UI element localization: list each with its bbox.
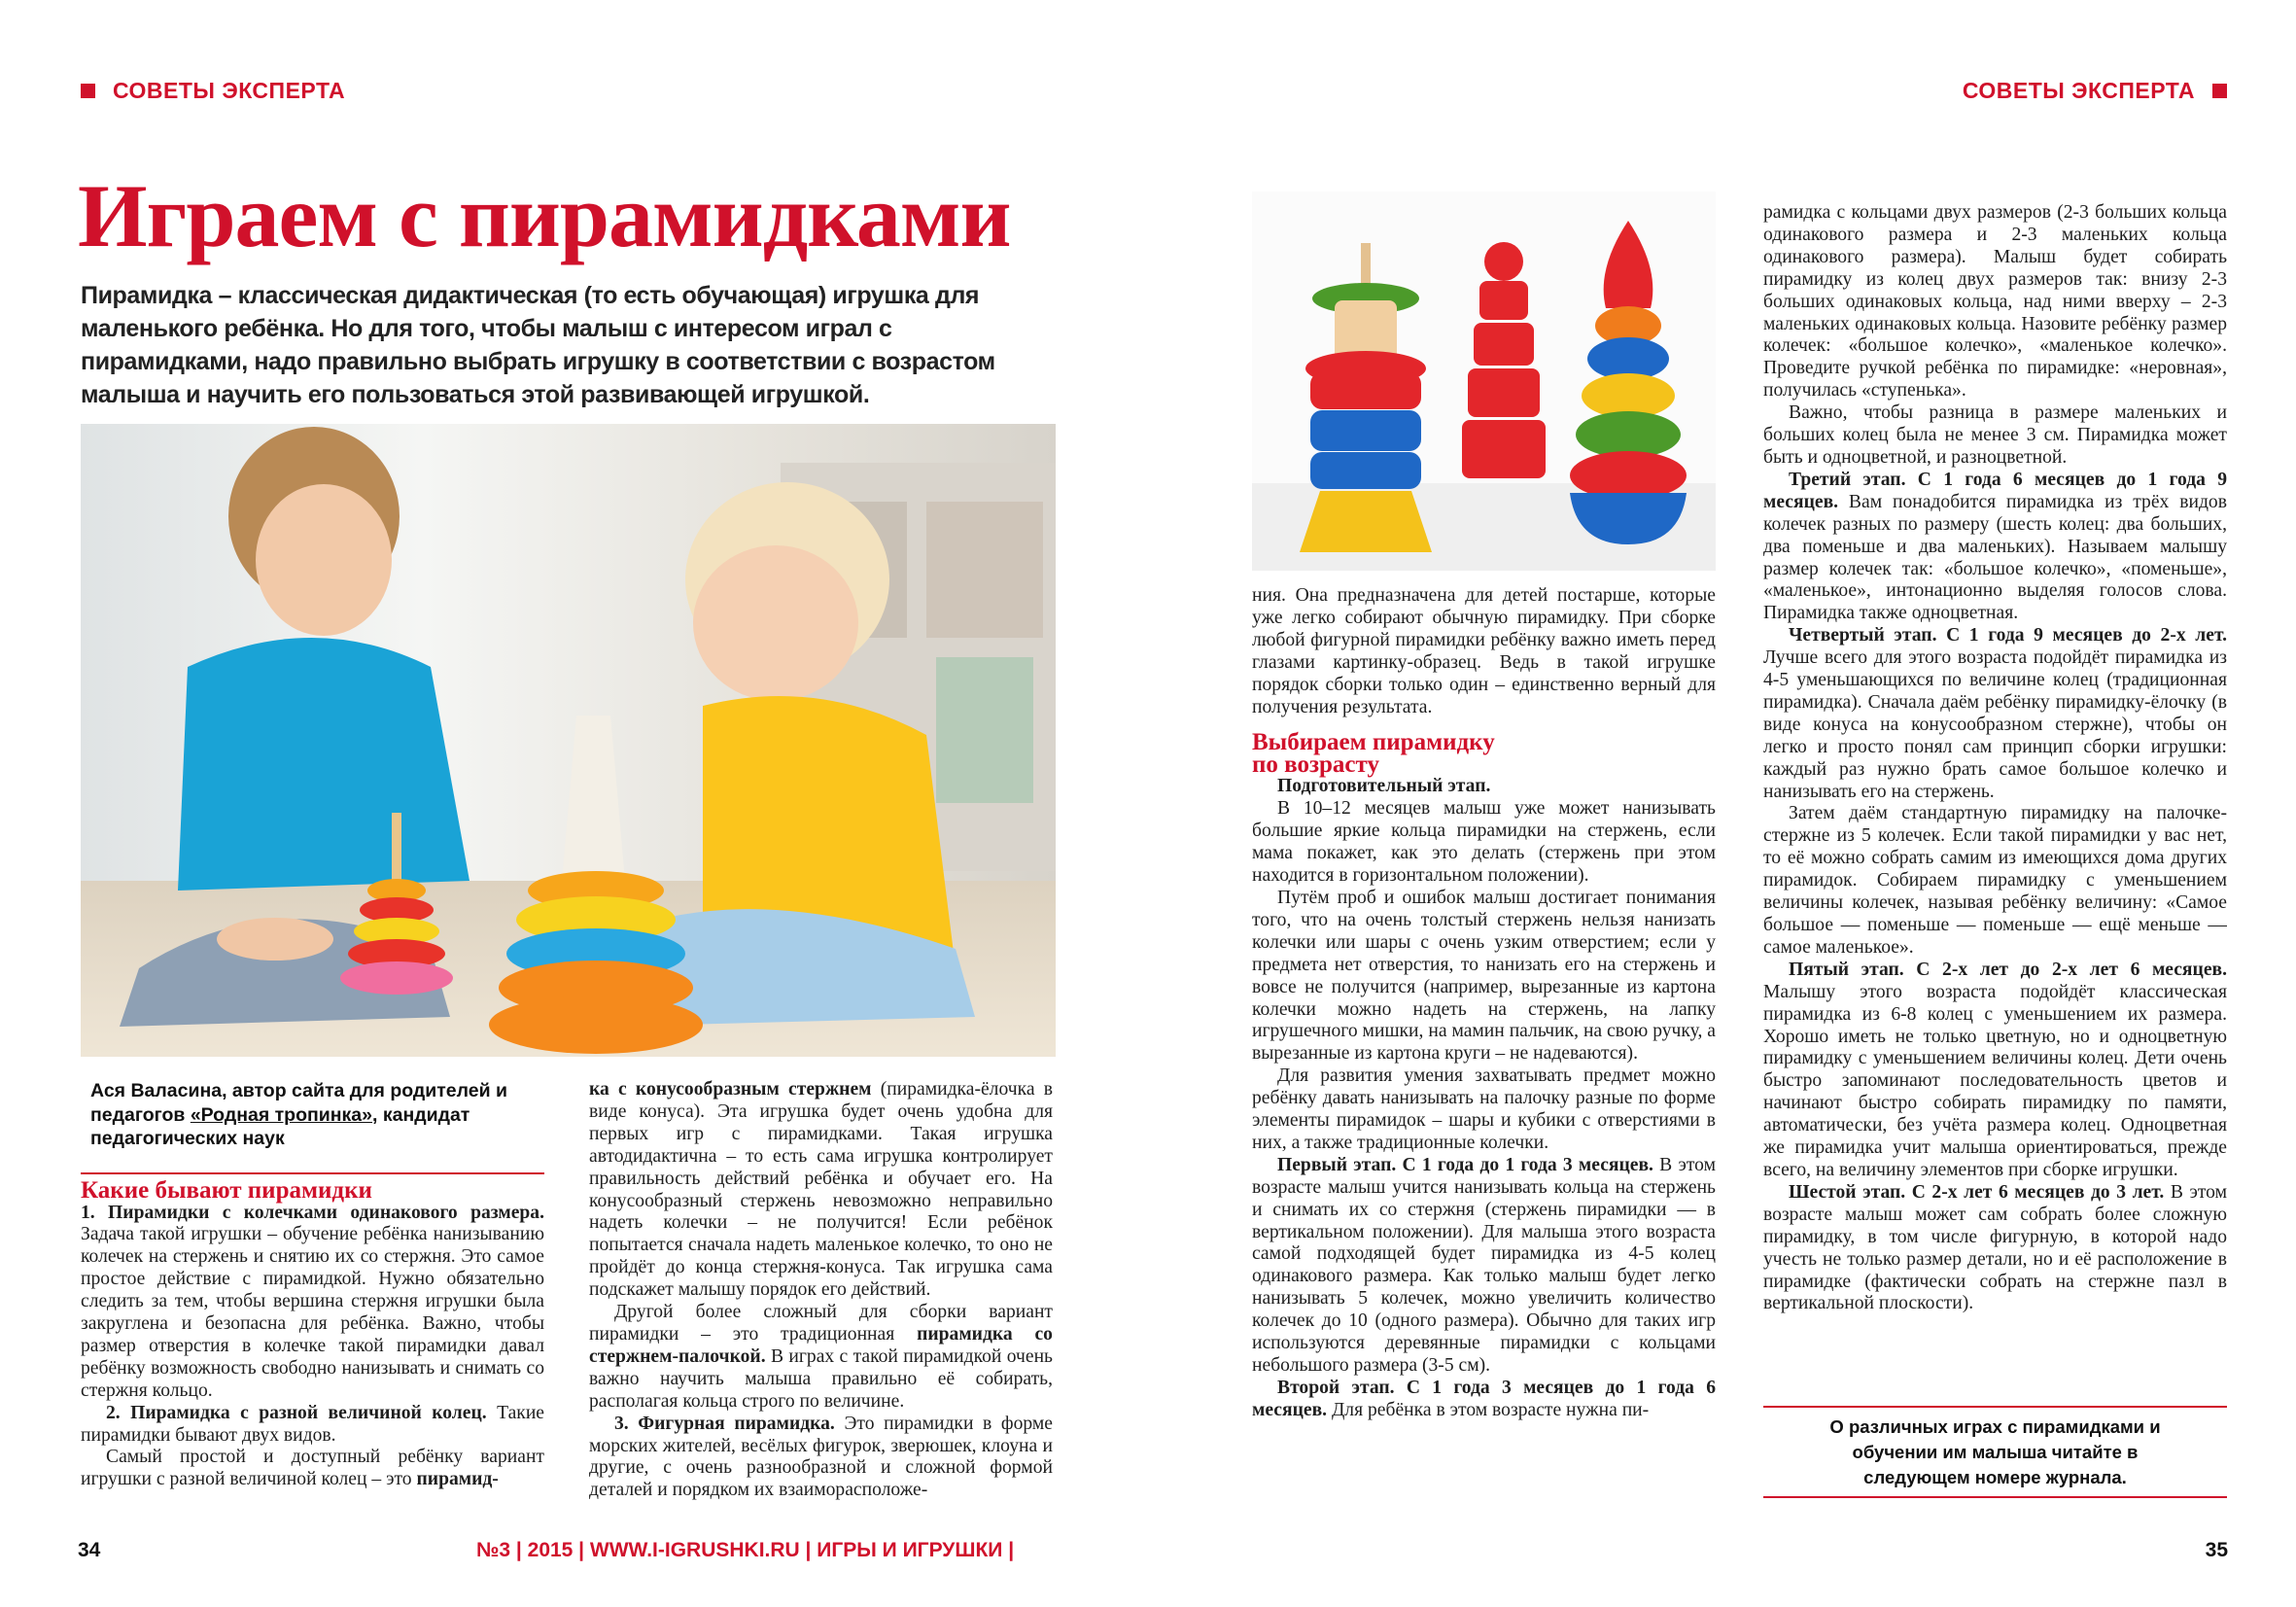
text-column-2 xyxy=(589,1079,1053,1516)
text-run: В 10–12 месяцев малыш уже может нанизывать большие яркие кольца пирамидки на стержень, если мама покажет, как это делать (стержень при этом находится в горизонтальном положении). xyxy=(1252,798,1716,887)
bold-lead: 2. Пирамидка с разной величиной колец. xyxy=(106,1402,487,1423)
text-column-1 xyxy=(81,1180,544,1516)
author-title: , кандидат педагогических наук xyxy=(90,1103,470,1149)
bold-lead: Шестой этап. С 2-х лет 6 месяцев до 3 лет. xyxy=(1789,1181,2165,1203)
author-name: Ася Валасина, автор сайта для родителей и педагогов xyxy=(90,1080,508,1126)
masthead: №3 | 2015 | WWW.I-IGRUSHKI.RU | ИГРЫ И ИГРУШКИ | xyxy=(476,1539,1015,1561)
text-run: Малышу этого возраста подойдёт классическая пирамидка из 6-8 колец с уменьшением их размера. Хорошо иметь не только цветную, но и одноцветную пирамидку с уменьшением величины колец. Дети очень быстро запоминают последовательность цветов и начинают быстро собирать пирамидку по памяти, автоматически, без учёта размера колец. Одноцветная же пирамидка учит малыша ориентироваться, прежде всего, на величину элементов при сборке игрушки. xyxy=(1763,981,2227,1180)
bold-lead: Пятый этап. С 2-х лет до 2-х лет 6 месяцев. xyxy=(1789,959,2227,980)
rubric-label: СОВЕТЫ ЭКСПЕРТА xyxy=(113,78,346,103)
text-run: Важно, чтобы разница в размере маленьких и больших колец была не менее 3 см. Пирамидка может быть и одноцветной, и разноцветной. xyxy=(1763,402,2227,468)
paragraph xyxy=(589,1414,1053,1503)
text-run: Такие пирамидки бывают двух видов. xyxy=(81,1402,544,1446)
red-square-icon xyxy=(81,84,95,98)
bold-lead: ка с конусообразным стержнем xyxy=(589,1079,872,1100)
text-run: по возрасту xyxy=(1252,751,1379,778)
text-run: Это пирамидки в форме морских жителей, весёлых фигурок, зверюшек, клоуна и другие, с очень разнообразной и сложной формой деталей и порядком их взаиморасположе- xyxy=(589,1413,1053,1501)
page-number-left: 34 xyxy=(78,1539,101,1561)
paragraph xyxy=(1252,776,1716,798)
text-run: ния. Она предназначена для детей постарше, которые уже легко собирают обычную пирамидку. При сборке любой фигурной пирамидки ребёнку важно иметь перед глазами картинку-образец. Ведь в такой игрушке порядок сборки только один – единственно верный для получения результата. xyxy=(1252,585,1716,717)
text-run: Задача такой игрушки – обучение ребёнка нанизыванию колечек на стержень и снятию их со стержня. Это самое простое действие с пирамидкой. Нужно обязательно следить за тем, чтобы вершина стержня игрушки была закруглена и безопасна для ребёнка. Важно, чтобы размер отверстия в колечке такой пирамидки давал ребёнку возможность свободно нанизывать и снимать со стержня кольцо. xyxy=(81,1224,544,1401)
paragraph xyxy=(1252,585,1716,718)
paragraph xyxy=(1252,1378,1716,1422)
rubric-left xyxy=(81,78,345,104)
article-title: Играем с пирамидками xyxy=(78,166,1011,265)
text-column-3 xyxy=(1252,585,1716,1516)
next-issue-note: О различных играх с пирамидками и обучении им малыша читайте в следующем номере журнала. xyxy=(1763,1406,2227,1498)
rubric-right xyxy=(1963,78,2227,104)
bold-lead: Второй этап. С 1 года 3 месяцев до 1 года 6 месяцев. xyxy=(1252,1377,1716,1420)
paragraph xyxy=(1252,888,1716,1066)
bold-lead: Первый этап. С 1 года до 1 года 3 месяцев. xyxy=(1277,1154,1653,1175)
pyramids-photo xyxy=(1252,192,1716,571)
site-link[interactable]: «Родная тропинка» xyxy=(190,1103,372,1126)
text-run: Путём проб и ошибок малыш достигает понимания того, что на очень толстый стержень нельзя нанизать колечки или шары с очень узким отверстием; если у предмета нет отверстия, то нанизать его на стержень и вовсе не получится (например, вырезанные из картона колечки можно надеть на стержень, на лапку игрушечного мишки, на мамин пальчик, на свою ручку, а вырезанные из картона круги – не надеваются). xyxy=(1252,887,1716,1065)
bold-lead: пирамид- xyxy=(416,1469,499,1490)
bold-lead: Четвертый этап. С 1 года 9 месяцев до 2-х лет. xyxy=(1789,625,2227,646)
divider xyxy=(81,1172,544,1174)
paragraph xyxy=(1252,798,1716,888)
text-run: В играх с такой пирамидкой очень важно научить малыша правильно её собирать, располагая кольца строго по величине. xyxy=(589,1345,1053,1412)
bold-lead: пирамидка со стержнем-палочкой. xyxy=(589,1323,1053,1367)
text-run: Какие бывают пирамидки xyxy=(81,1180,372,1204)
paragraph xyxy=(589,1079,1053,1302)
paragraph xyxy=(1763,625,2227,803)
paragraph xyxy=(1763,960,2227,1182)
paragraph xyxy=(81,1203,544,1403)
paragraph xyxy=(1252,1155,1716,1378)
text-run: (пирамидка-ёлочка в виде конуса). Эта игрушка будет очень удобна для первых игр с пирамидками. Такая игрушка автодидактична – то есть сама игрушка контролирует правильность действий ребёнка и обучает его. На конусообразный стержень невозможно неправильно надеть колечки – не получится! Если ребёнок попытается сначала надеть маленькое колечко, то оно не пройдёт до конца стержня-конуса. Так игрушка сама подскажет малышу порядок его действий. xyxy=(589,1079,1053,1301)
bold-lead: 1. Пирамидки с колечками одинакового размера. xyxy=(81,1202,544,1223)
paragraph xyxy=(81,1403,544,1448)
article-lead: Пирамидка – классическая дидактическая (то есть обучающая) игрушка для маленького ребёнка. Но для того, чтобы малыш с интересом играл с пирамидками, надо правильно выбрать игрушку в соответствии с возрастом малыша и научить его пользоваться этой развивающей игрушкой. xyxy=(81,282,995,408)
author-caption xyxy=(90,1079,547,1151)
text-run: Другой более сложный для сборки вариант пирамидки – это традиционная xyxy=(589,1302,1053,1345)
paragraph xyxy=(1763,803,2227,959)
paragraph xyxy=(81,1447,544,1491)
text-run: Затем даём стандартную пирамидку на палочке-стержне из 5 колечек. Если такой пирамидки у вас нет, то её можно собрать самим из имеющихся дома других пирамидок. Собираем пирамидку с уменьшением величины колечек, называя ребёнку величину: «Самое большое — поменьше — поменьше — ещё меньше — самое маленькое». xyxy=(1763,803,2227,958)
paragraph xyxy=(589,1302,1053,1414)
bold-lead: Подготовительный этап. xyxy=(1277,776,1491,797)
bold-lead: 3. Фигурная пирамидка. xyxy=(614,1413,835,1434)
text-run: Для развития умения захватывать предмет можно ребёнку давать нанизывать на палочку разные по форме элементы пирамидок – шары и кубики с отверстиями в них, а также традиционные колечки. xyxy=(1252,1066,1716,1153)
page-number-right: 35 xyxy=(2205,1539,2228,1561)
text-column-4 xyxy=(1763,202,2227,1390)
text-run: В этом возрасте малыш может сам собрать более сложную пирамидку, в том числе фигурную, в которой надо учесть не только размер детали, но и её расположение в пирамидке (фактически собрать на стержне пазл в вертикальной плоскости). xyxy=(1763,1181,2227,1314)
paragraph xyxy=(1763,470,2227,625)
text-run: В этом возрасте малыш учится нанизывать кольца на стержень и снимать их со стержня (стержень пирамидки — в вертикальном положении). Для малыша этого возраста самой подходящей будет пирамидка из 4-5 колец одинакового размера. Как только малыш будет легко нанизывать 5 колечек, можно увеличить количество колечек до 10 (одного размера). Обычно для таких игр используются деревянные пирамидки с кольцами небольшого размера (3-5 см). xyxy=(1252,1154,1716,1376)
text-run: Выбираем пирамидку xyxy=(1252,729,1495,756)
rubric-label: СОВЕТЫ ЭКСПЕРТА xyxy=(1962,78,2195,103)
paragraph xyxy=(1763,202,2227,402)
children-photo xyxy=(81,424,1056,1057)
bold-lead: Третий этап. С 1 года 6 месяцев до 1 года 9 месяцев. xyxy=(1763,469,2227,512)
paragraph xyxy=(1763,402,2227,470)
paragraph xyxy=(1763,1182,2227,1315)
text-run: Вам понадобится пирамидка из трёх видов колечек разных по размеру (шесть колец: два больших, два поменьше и два маленьких). Называем малышу размер колечек так: «большое колечко», «поменьше», «маленькое», интонационно выделяя голосов слова. Пирамидка также одноцветная. xyxy=(1763,491,2227,624)
red-square-icon xyxy=(2212,84,2227,98)
paragraph xyxy=(1252,1066,1716,1155)
text-run: Для ребёнка в этом возрасте нужна пи- xyxy=(1327,1399,1650,1420)
text-run: Самый простой и доступный ребёнку вариант игрушки с разной величиной колец – это xyxy=(81,1447,544,1490)
text-run: Лучше всего для этого возраста подойдёт пирамидка из 4-5 уменьшающихся по величине колец (традиционная пирамидка). Сначала даём ребёнку пирамидку-ёлочку (в виде конуса на конусообразном стержне), чтобы он легко и просто понял сам принцип сборки игрушки: каждый раз нужно брать самое большое колечко и нанизывать его на стержень. xyxy=(1763,647,2227,802)
text-run: рамидка с кольцами двух размеров (2-3 больших кольца одинакового размера и 2-3 маленьких кольца одинакового размера). Малыш будет собирать пирамидку из колец двух размеров так: внизу 2-3 больших одинаковых кольца, над ними вверху – 2-3 маленьких одинаковых кольца. Назовите ребёнку размер колечек: «большое колечко», «маленькое колечко». Проведите ручкой ребёнка по пирамидке: «неровная», получилась «ступенька». xyxy=(1763,202,2227,402)
section-heading xyxy=(1252,729,1716,778)
section-heading xyxy=(81,1180,544,1203)
